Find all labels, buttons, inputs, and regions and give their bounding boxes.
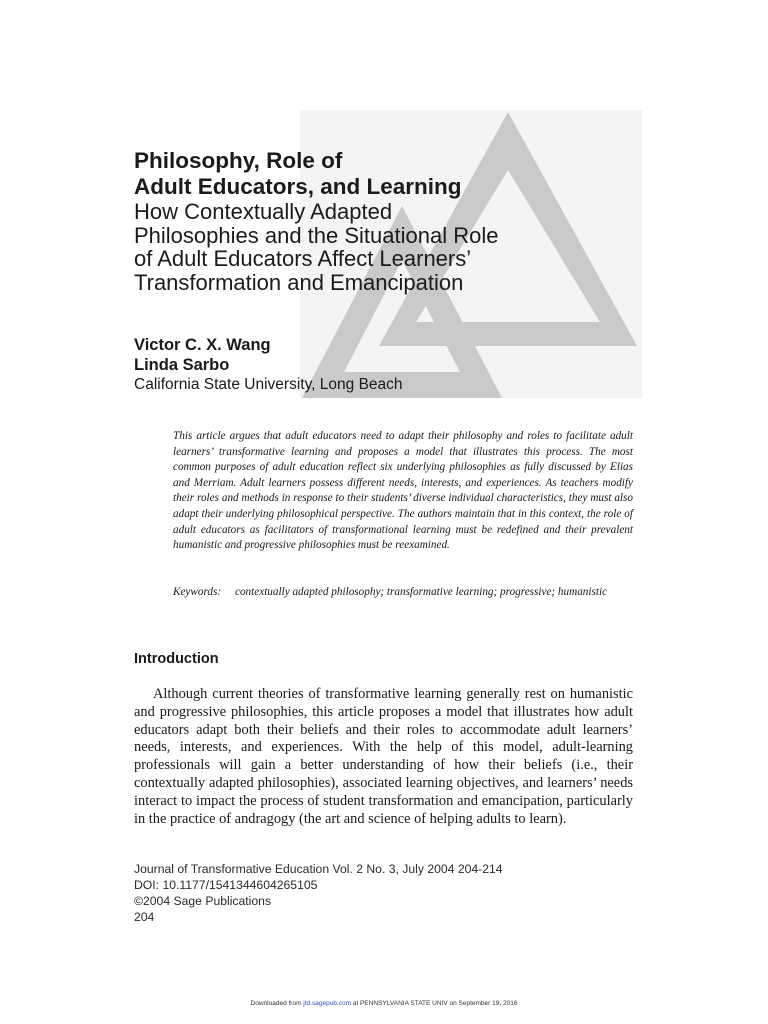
copyright: ©2004 Sage Publications	[134, 894, 272, 908]
author-affiliation: California State University, Long Beach	[134, 376, 403, 393]
doi: DOI: 10.1177/1541344604265105	[134, 878, 318, 892]
abstract: This article argues that adult educators need to adapt their philosophy and roles to facilitate adult learners’ transformative learning and proposes a model that illustrates this process. The most common purposes of adult education reflect six underlying philosophies as fully discussed by Elias and Merriam. Adult learners possess different needs, interests, and experiences. As teachers modify their roles and methods in response to their students’ diverse individual characteristics, they must also adapt their underlying philosophical perspective. The authors maintain that in this context, the role of adult educators as facilitators of transformational learning must be redefined and their prevalent humanistic and progressive philosophies must be reexamined.	[173, 430, 633, 552]
author-name: Linda Sarbo	[134, 356, 230, 374]
subtitle-line: How Contextually Adapted	[134, 199, 393, 224]
download-link[interactable]: jtd.sagepub.com	[303, 1000, 351, 1007]
title-line: Adult Educators, and Learning	[134, 174, 462, 199]
article-subtitle	[134, 200, 634, 294]
page-number: 204	[134, 910, 155, 924]
publication-info	[134, 861, 614, 925]
keywords-label: Keywords:	[173, 586, 222, 598]
journal-citation: Journal of Transformative Education Vol. 2 No. 3, July 2004 204-214	[134, 862, 503, 876]
subtitle-line: Transformation and Emancipation	[134, 269, 464, 295]
article-title	[134, 148, 634, 200]
intro-paragraph: Although current theories of transformative learning generally rest on humanistic and progressive philosophies, this article proposes a model that illustrates how adult educators adapt both their beliefs and their roles to accommodate adult learners’ needs, interests, and experiences. With the help of this model, adult-learning professionals will gain a better understanding of how their beliefs (i.e., their contextually adapted philosophies), associated learning objectives, and learners’ needs interact to impact the process of student transformation and emancipation, particularly in the practice of andragogy (the art and science of helping adults to learn).	[134, 686, 633, 827]
subtitle-line: Philosophies and the Situational Role	[134, 222, 499, 248]
subtitle-line: of Adult Educators Affect Learners’	[134, 246, 472, 271]
title-line: Philosophy, Role of	[134, 148, 343, 173]
download-suffix: at PENNSYLVANIA STATE UNIV on September 19, 2016	[351, 1000, 518, 1007]
section-heading: Introduction	[134, 651, 219, 667]
download-prefix: Downloaded from	[250, 1000, 304, 1007]
download-notice	[0, 1000, 768, 1007]
keywords	[173, 585, 633, 601]
author-name: Victor C. X. Wang	[134, 336, 271, 354]
keywords-list: contextually adapted philosophy; transformative learning; progressive; humanistic	[235, 586, 608, 598]
